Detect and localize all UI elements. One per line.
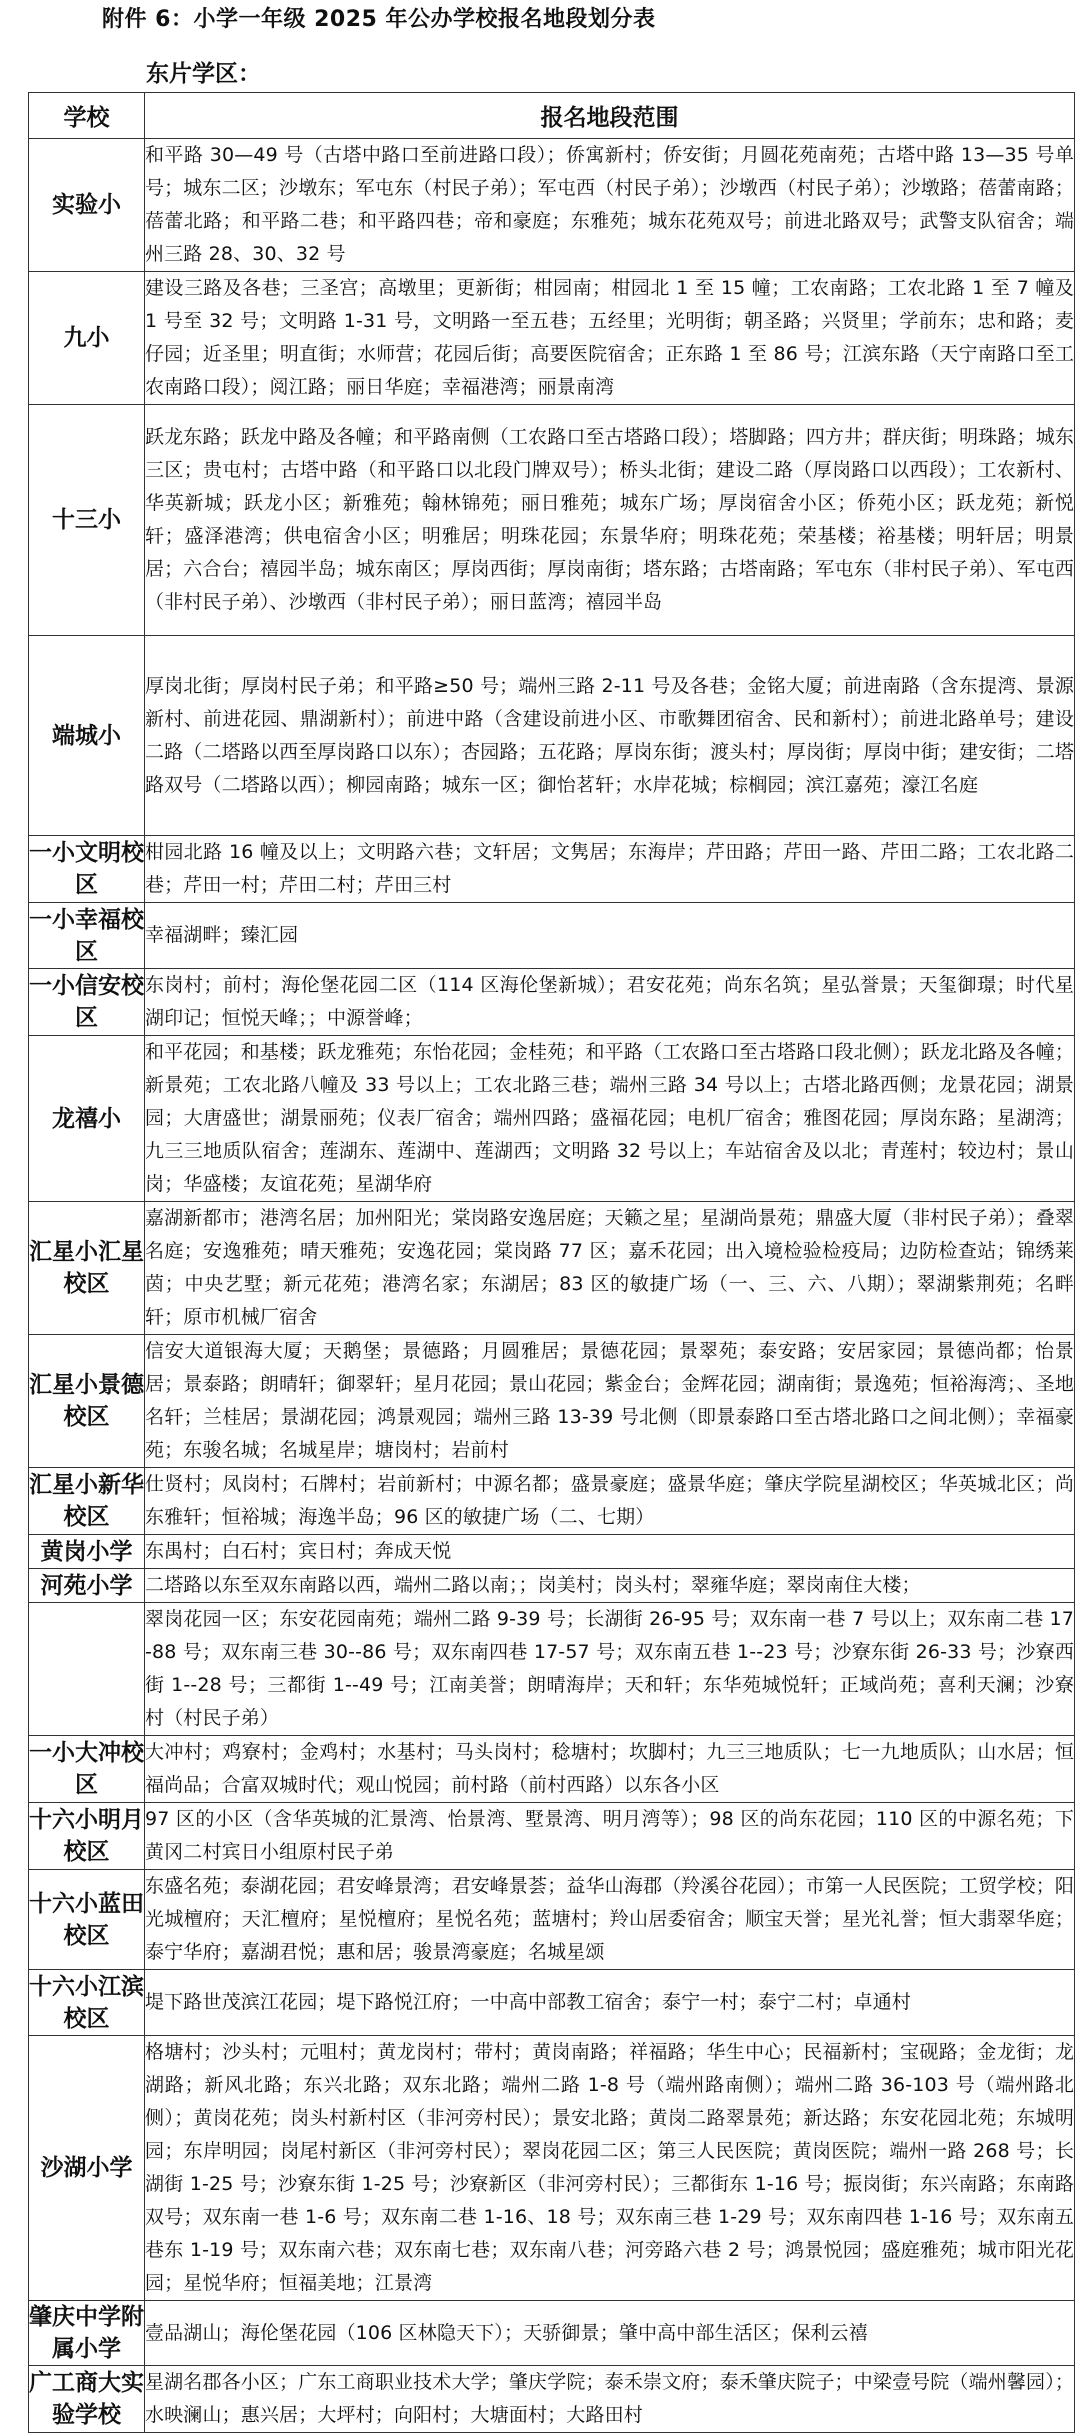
school-name: 广工商大实验学校 [29,2366,145,2433]
header-row [29,93,1075,139]
table-row [29,1535,1075,1569]
school-name: 肇庆中学附属小学 [29,2301,145,2366]
table-row [29,1970,1075,2036]
table-row [29,1736,1075,1803]
school-range: 翠岗花园一区；东安花园南苑；端州二路 9-39 号；长湖街 26-95 号；双东南一巷 7 号以上；双东南二巷 17-88 号；双东南三巷 30--86 号；双东南四巷 17-57 号；双东南五巷 1--23 号；沙寮东街 26-33 号；沙寮西街 1--28 号；三都街 1--49 号；江南美誉；朗晴海岸；天和轩；东华苑城悦轩；正域尚苑；喜利天澜；沙寮村（村民子弟） [145,1603,1075,1736]
school-range: 厚岗北街；厚岗村民子弟；和平路≥50 号；端州三路 2-11 号及各巷；金铭大厦；前进南路（含东提湾、景源新村、前进花园、鼎湖新村）；前进中路（含建设前进小区、市歌舞团宿舍、民和新村）；前进北路单号；建设二路（二塔路以西至厚岗路口以东）；杏园路；五花路；厚岗东街；渡头村；厚岗街；厚岗中街；建安街；二塔路双号（二塔路以西）；柳园南路；城东一区；御怡茗轩；水岸花城；棕榈园；滨江嘉苑；濠江名庭 [145,636,1075,836]
school-name: 黄岗小学 [29,1535,145,1569]
school-range: 堤下路世茂滨江花园；堤下路悦江府；一中高中部教工宿舍；泰宁一村；泰宁二村；卓通村 [145,1970,1075,2036]
table-row [29,1569,1075,1603]
district-label: 东片学区： [146,61,261,87]
table-row [29,1335,1075,1468]
enrollment-table [28,92,1075,2433]
school-name: 端城小 [29,636,145,836]
school-range: 东岗村；前村；海伦堡花园二区（114 区海伦堡新城）；君安花苑；尚东名筑；星弘誉景；天玺御璟；时代星湖印记；恒悦天峰；；中源誉峰； [145,969,1075,1036]
table-row [29,2036,1075,2301]
school-range: 星湖名郡各小区；广东工商职业技术大学；肇庆学院；泰禾崇文府；泰禾肇庆院子；中梁壹号院（端州馨园）；水映澜山；惠兴居；大坪村；向阳村；大塘面村；大路田村 [145,2366,1075,2433]
school-name: 汇星小汇星校区 [29,1202,145,1335]
school-range: 嘉湖新都市；港湾名居；加州阳光；棠岗路安逸居庭；天籁之星；星湖尚景苑；鼎盛大厦（非村民子弟）；叠翠名庭；安逸雅苑；晴天雅苑；安逸花园；棠岗路 77 区；嘉禾花园；出入境检验检疫局；边防检查站；锦绣莱茵；中央艺墅；新元花苑；港湾名家；东湖居；83 区的敏捷广场（一、三、六、八期）；翠湖紫荆苑；名畔轩；原市机械厂宿舍 [145,1202,1075,1335]
school-range: 壹品湖山；海伦堡花园（106 区林隐天下）；天骄御景；肇中高中部生活区；保利云禧 [145,2301,1075,2366]
table-row [29,1603,1075,1736]
header-school: 学校 [29,93,145,139]
school-range: 东盛名苑；泰湖花园；君安峰景湾；君安峰景荟；益华山海郡（羚溪谷花园）；市第一人民医院；工贸学校；阳光城檀府；天汇檀府；星悦檀府；星悦名苑；蓝塘村；羚山居委宿舍；顺宝天誉；星光礼誉；恒大翡翠华庭；泰宁华府；嘉湖君悦；惠和居；骏景湾豪庭；名城星颂 [145,1870,1075,1970]
school-range: 二塔路以东至双东南路以西，端州二路以南；；岗美村；岗头村；翠雍华庭；翠岗南住大楼； [145,1569,1075,1603]
table-row [29,1036,1075,1202]
school-range: 和平花园；和基楼；跃龙雅苑；东怡花园；金桂苑；和平路（工农路口至古塔路口段北侧）；跃龙北路及各幢；新景苑；工农北路八幢及 33 号以上；工农北路三巷；端州三路 34 号以上；古塔北路西侧；龙景花园；湖景园；大唐盛世；湖景丽苑；仪表厂宿舍；端州四路；盛福花园；电机厂宿舍；雅图花园；厚岗东路；星湖湾；九三三地质队宿舍；莲湖东、莲湖中、莲湖西；文明路 32 号以上；车站宿舍及以北；青莲村；较边村；景山岗；华盛楼；友谊花苑；星湖华府 [145,1036,1075,1202]
school-name: 十六小明月校区 [29,1803,145,1870]
document-title: 附件 6：小学一年级 2025 年公办学校报名地段划分表 [102,7,656,32]
school-name: 汇星小新华校区 [29,1468,145,1535]
school-range: 跃龙东路；跃龙中路及各幢；和平路南侧（工农路口至古塔路口段）；塔脚路；四方井；群庆街；明珠路；城东三区；贵屯村；古塔中路（和平路口以北段门牌双号）；桥头北街；建设二路（厚岗路口以西段）；工农新村、华英新城；跃龙小区；新雅苑；翰林锦苑；丽日雅苑；城东广场；厚岗宿舍小区；侨苑小区；跃龙苑；新悦轩；盛泽港湾；供电宿舍小区；明雅居；明珠花园；东景华府；明珠花苑；荣基楼；裕基楼；明轩居；明景居；六合台；禧园半岛；城东南区；厚岗西街；厚岗南街；塔东路；古塔南路；军屯东（非村民子弟）、军屯西（非村民子弟）、沙墩西（非村民子弟）；丽日蓝湾；禧园半岛 [145,405,1075,636]
school-range: 东禺村；白石村；宾日村；奔成天悦 [145,1535,1075,1569]
table-row [29,836,1075,903]
school-name: 一小信安校区 [29,969,145,1036]
school-name: 汇星小景德校区 [29,1335,145,1468]
table-row [29,1468,1075,1535]
table-row [29,2301,1075,2366]
table-row [29,1803,1075,1870]
table-row [29,1202,1075,1335]
school-range: 97 区的小区（含华英城的汇景湾、怡景湾、墅景湾、明月湾等）；98 区的尚东花园；110 区的中源名苑；下黄冈二村宾日小组原村民子弟 [145,1803,1075,1870]
header-range: 报名地段范围 [145,93,1075,139]
school-name [29,1603,145,1736]
table-row [29,636,1075,836]
school-name: 龙禧小 [29,1036,145,1202]
table-row [29,2366,1075,2433]
school-name: 一小大冲校区 [29,1736,145,1803]
table-row [29,969,1075,1036]
school-name: 一小文明校区 [29,836,145,903]
school-name: 沙湖小学 [29,2036,145,2301]
school-name: 九小 [29,272,145,405]
school-range: 仕贤村；凤岗村；石牌村；岩前新村；中源名都；盛景豪庭；盛景华庭；肇庆学院星湖校区；华英城北区；尚东雅轩；恒裕城；海逸半岛；96 区的敏捷广场（二、七期） [145,1468,1075,1535]
school-name: 十六小蓝田校区 [29,1870,145,1970]
table-row [29,405,1075,636]
table-row [29,139,1075,272]
table-row [29,1870,1075,1970]
school-name: 实验小 [29,139,145,272]
school-range: 信安大道银海大厦；天鹅堡；景德路；月圆雅居；景德花园；景翠苑；泰安路；安居家园；景德尚都；怡景居；景泰路；朗晴轩；御翠轩；星月花园；景山花园；紫金台；金辉花园；湖南街；景逸苑；恒裕海湾；、圣地名轩；兰桂居；景湖花园；鸿景观园；端州三路 13-39 号北侧（即景泰路口至古塔北路口之间北侧）；幸福豪苑；东骏名城；名城星岸；塘岗村；岩前村 [145,1335,1075,1468]
school-range: 和平路 30—49 号（古塔中路口至前进路口段）；侨寓新村；侨安街；月圆花苑南苑；古塔中路 13—35 号单号；城东二区；沙墩东；军屯东（村民子弟）；军屯西（村民子弟）；沙墩西（村民子弟）；沙墩路；蓓蕾南路；蓓蕾北路；和平路二巷；和平路四巷；帝和豪庭；东雅苑；城东花苑双号；前进北路双号；武警支队宿舍；端州三路 28、30、32 号 [145,139,1075,272]
school-name: 一小幸福校区 [29,903,145,969]
school-name: 河苑小学 [29,1569,145,1603]
school-range: 幸福湖畔；臻汇园 [145,903,1075,969]
school-name: 十三小 [29,405,145,636]
school-range: 柑园北路 16 幢及以上；文明路六巷；文轩居；文隽居；东海岸；芹田路；芹田一路、芹田二路；工农北路二巷；芹田一村；芹田二村；芹田三村 [145,836,1075,903]
school-range: 格塘村；沙头村；元咀村；黄龙岗村；带村；黄岗南路；祥福路；华生中心；民福新村；宝砚路；金龙街；龙湖路；新风北路；东兴北路；双东北路；端州二路 1-8 号（端州路南侧）；端州二路 36-103 号（端州路北侧）；黄岗花苑；岗头村新村区（非河旁村民）；景安北路；黄岗二路翠景苑；新达路；东安花园北苑；东城明园；东岸明园；岗尾村新区（非河旁村民）；翠岗花园二区；第三人民医院；黄岗医院；端州一路 268 号；长湖街 1-25 号；沙寮东街 1-25 号；沙寮新区（非河旁村民）；三都街东 1-16 号；振岗街；东兴南路；东南路双号；双东南一巷 1-6 号；双东南二巷 1-16、18 号；双东南三巷 1-29 号；双东南四巷 1-16 号；双东南五巷东 1-19 号；双东南六巷；双东南七巷；双东南八巷；河旁路六巷 2 号；鸿景悦园；盛庭雅苑；城市阳光花园；星悦华府；恒福美地；江景湾 [145,2036,1075,2301]
table-row [29,272,1075,405]
school-range: 建设三路及各巷；三圣宫；高墩里；更新街；柑园南；柑园北 1 至 15 幢；工农南路；工农北路 1 至 7 幢及 1 号至 32 号；文明路 1-31 号，文明路一至五巷；五经里；光明街；朝圣路；兴贤里；学前东；忠和路；麦仔园；近圣里；明直街；水师营；花园后街；高要医院宿舍；正东路 1 至 86 号；江滨东路（天宁南路口至工农南路口段）；阅江路；丽日华庭；幸福港湾；丽景南湾 [145,272,1075,405]
school-name: 十六小江滨校区 [29,1970,145,2036]
school-range: 大冲村；鸡寮村；金鸡村；水基村；马头岗村；稔塘村；坎脚村；九三三地质队；七一九地质队；山水居；恒福尚品；合富双城时代；观山悦园；前村路（前村西路）以东各小区 [145,1736,1075,1803]
table-row [29,903,1075,969]
